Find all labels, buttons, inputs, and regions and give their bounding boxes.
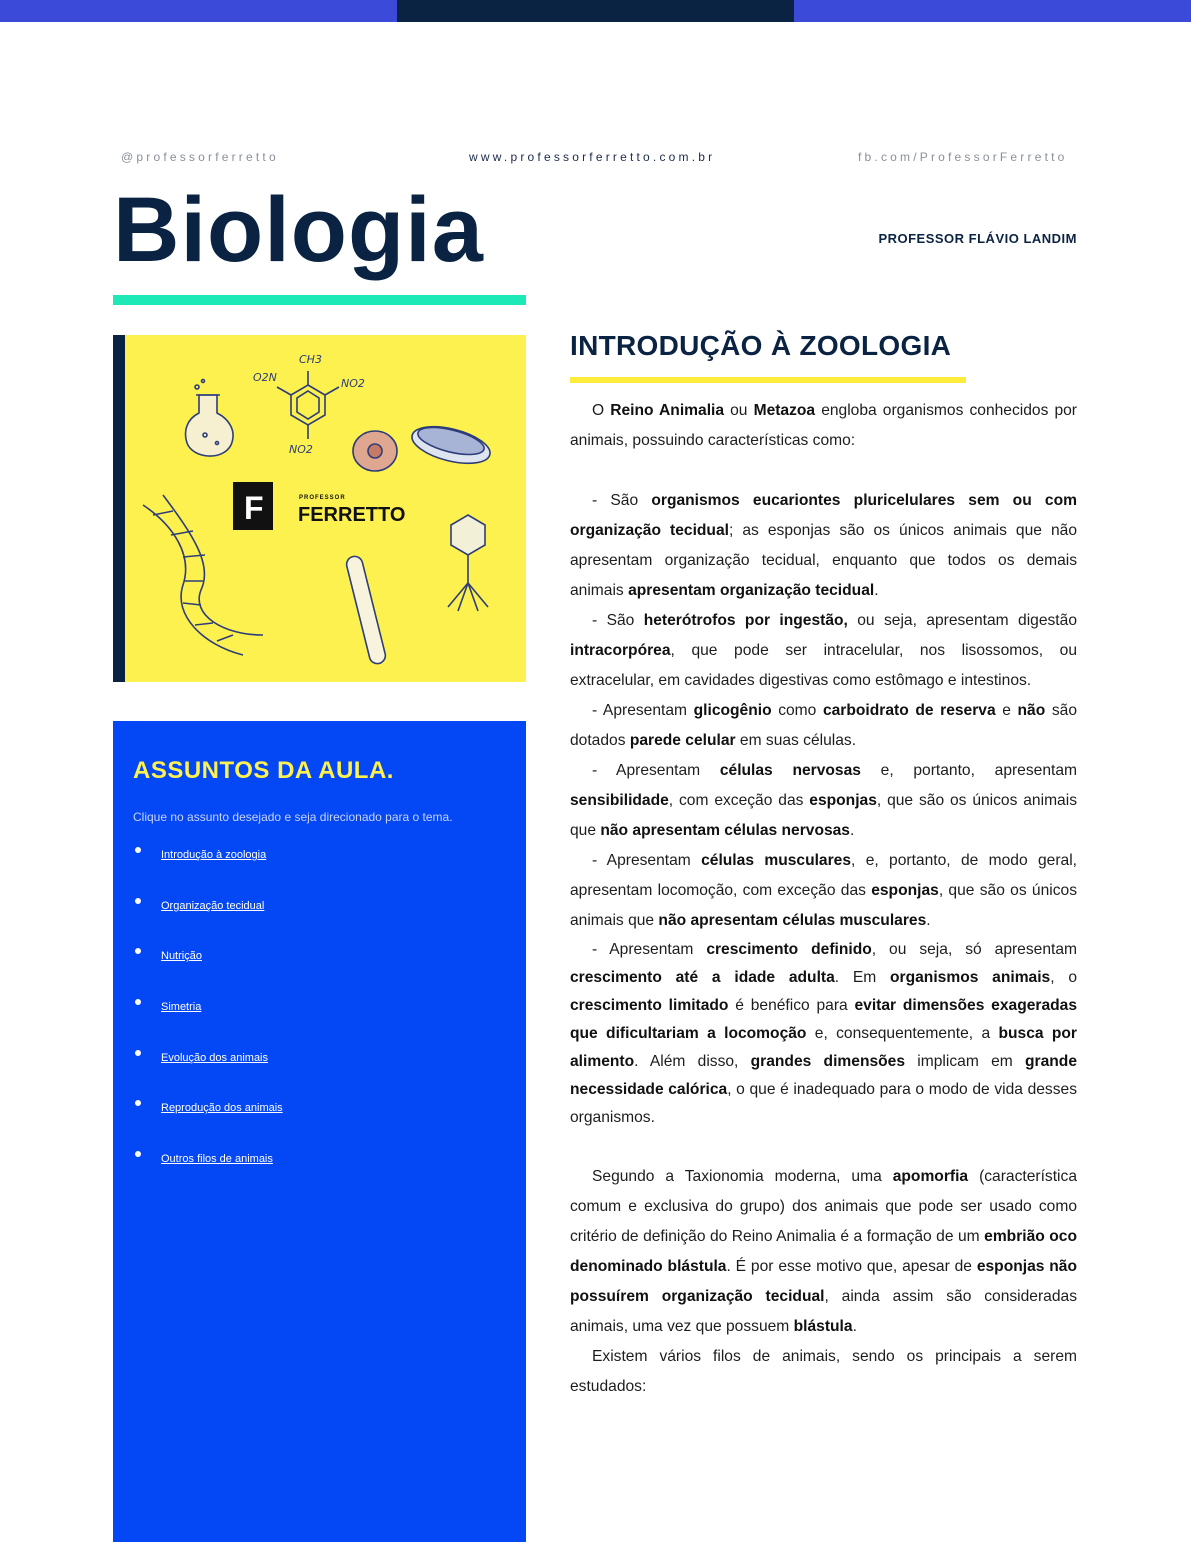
- emphasis-text: Reino Animalia: [610, 402, 725, 419]
- emphasis-text: esponjas: [871, 882, 939, 899]
- article-body: [570, 396, 1077, 1402]
- banner-illustration: [113, 335, 526, 682]
- bullet-icon: [135, 1100, 141, 1106]
- emphasis-text: células nervosas: [719, 762, 861, 779]
- chem-label-no2-bottom: NO2: [289, 443, 313, 456]
- logo-big-text: FERRETTO: [298, 504, 406, 526]
- emphasis-text: células musculares: [701, 852, 852, 869]
- topics-list: [133, 845, 283, 1200]
- logo-letter: F: [244, 490, 264, 526]
- emphasis-text: não apresentam células musculares: [658, 912, 927, 929]
- topic-link-evolucao[interactable]: Evolução dos animais: [161, 1051, 269, 1064]
- flask-icon: [186, 380, 234, 457]
- emphasis-text: parede celular: [629, 732, 736, 749]
- emphasis-text: não apresentam células nervosas: [600, 822, 850, 839]
- molecule-icon: [277, 371, 339, 439]
- topic-link-nutricao[interactable]: Nutrição: [161, 950, 202, 963]
- bullet-icon: [135, 898, 141, 904]
- list-item: [133, 946, 283, 997]
- paragraph-intro: O Reino Animalia ou Metazoa engloba organismos conhecidos por animais, possuindo características como:: [570, 402, 1077, 449]
- professor-name: PROFESSOR FLÁVIO LANDIM: [878, 231, 1077, 246]
- emphasis-text: blástula: [793, 1318, 853, 1335]
- facebook-link[interactable]: fb.com/ProfessorFerretto: [858, 150, 1068, 164]
- topics-title: ASSUNTOS DA AULA.: [133, 757, 394, 784]
- paragraph-heterotrofos: - São heterótrofos por ingestão, ou seja, apresentam digestão intracorpórea, que pode ser intracelular, nos lisossomos, ou extracelular, em cavidades digestivas como estômago e intestinos.: [570, 612, 1077, 689]
- topic-link-intro[interactable]: Introdução à zoologia: [161, 849, 267, 861]
- emphasis-text: Metazoa: [753, 402, 816, 419]
- top-bar-left: [0, 0, 397, 22]
- test-tube-icon: [345, 555, 387, 666]
- bullet-icon: [135, 847, 141, 853]
- paragraph-crescimento: - Apresentam crescimento definido, ou seja, só apresentam crescimento até a idade adulta. Em organismos animais, o crescimento limitado é benéfico para evitar dimensões exageradas que dificultariam a locomoção e, consequentemente, a busca por alimento. Além disso, grandes dimensões implicam em grande necessidade calórica, o que é inadequado para o modo de vida desses organismos.: [570, 941, 1077, 1126]
- topic-link-reproducao[interactable]: Reprodução dos animais: [161, 1102, 283, 1115]
- emphasis-text: intracorpórea: [570, 642, 671, 659]
- top-bar-right: [794, 0, 1191, 22]
- chem-label-ch3: CH3: [299, 353, 322, 366]
- list-item: [133, 845, 283, 896]
- virus-icon: [448, 515, 488, 611]
- chem-label-o2n: O2N: [253, 371, 277, 384]
- logo-small-text: PROFESSOR: [299, 495, 346, 501]
- emphasis-text: heterótrofos por ingestão,: [643, 612, 848, 629]
- paragraph-filos: Existem vários filos de animais, sendo os principais a serem estudados:: [570, 1348, 1077, 1395]
- paragraph-apomorfia: Segundo a Taxionomia moderna, uma apomorfia (característica comum e exclusiva do grupo) dos animais que pode ser usado como critério de definição do Reino Animalia é a formação de um embrião oco denominado blástula. É por esse motivo que, apesar de esponjas não possuírem organização tecidual, ainda assim são consideradas animais, uma vez que possuem blástula.: [570, 1168, 1078, 1335]
- emphasis-text: embrião oco denominado blástula: [570, 1228, 1077, 1275]
- topic-link-organizacao[interactable]: Organização tecidual: [161, 899, 265, 912]
- emphasis-text: busca por alimento: [570, 1025, 1077, 1070]
- emphasis-text: grandes dimensões: [750, 1053, 906, 1070]
- spacer: [570, 1132, 1077, 1162]
- emphasis-text: esponjas: [809, 792, 877, 809]
- emphasis-text: crescimento limitado: [570, 997, 729, 1014]
- cell-icon: [353, 431, 397, 471]
- section-title: INTRODUÇÃO À ZOOLOGIA: [570, 330, 952, 361]
- emphasis-text: evitar dimensões exageradas que dificultariam a locomoção: [570, 997, 1077, 1042]
- emphasis-text: organismos eucariontes pluricelulares sem ou com organização tecidual: [570, 492, 1077, 539]
- bullet-icon: [135, 1050, 141, 1056]
- emphasis-text: esponjas não possuírem organização tecidual: [570, 1258, 1078, 1305]
- emphasis-text: organismos animais: [890, 969, 1051, 986]
- emphasis-text: sensibilidade: [570, 792, 669, 809]
- paragraph-eucariontes: - São organismos eucariontes pluricelulares sem ou com organização tecidual; as esponjas são os únicos animais que não apresentam organização tecidual, enquanto que todos os demais animais apresentam organização tecidual.: [570, 492, 1078, 599]
- bullet-icon: [135, 1151, 141, 1157]
- emphasis-text: apomorfia: [892, 1168, 969, 1185]
- paragraph-celulas-nervosas: - Apresentam células nervosas e, portanto, apresentam sensibilidade, com exceção das esponjas, que são os únicos animais que não apresentam células nervosas.: [570, 762, 1077, 839]
- spacer: [570, 456, 1077, 486]
- bullet-icon: [135, 948, 141, 954]
- top-bar-center: [397, 0, 794, 22]
- list-item: [133, 1149, 283, 1200]
- title-underline: [113, 295, 526, 305]
- bullet-icon: [135, 999, 141, 1005]
- topics-panel: [113, 721, 526, 1542]
- emphasis-text: grande necessidade calórica: [570, 1053, 1077, 1098]
- page-title: Biologia: [113, 179, 484, 281]
- list-item: [133, 1048, 283, 1099]
- emphasis-text: crescimento definido: [706, 941, 872, 958]
- list-item: [133, 896, 283, 947]
- emphasis-text: apresentam organização tecidual: [628, 582, 875, 599]
- topic-link-outros-filos[interactable]: Outros filos de animais: [161, 1153, 273, 1166]
- science-doodles: [113, 335, 526, 682]
- website-link[interactable]: www.professorferretto.com.br: [469, 150, 716, 164]
- section-underline: [570, 377, 966, 383]
- instagram-handle[interactable]: @professorferretto: [121, 150, 279, 164]
- list-item: [133, 997, 283, 1048]
- ferretto-logo: [233, 482, 405, 530]
- list-item: [133, 1098, 283, 1149]
- petri-dish-icon: [408, 420, 493, 470]
- emphasis-text: glicogênio: [693, 702, 772, 719]
- chem-label-no2-right: NO2: [341, 377, 365, 390]
- topics-subtitle: Clique no assunto desejado e seja direcionado para o tema.: [133, 810, 453, 824]
- emphasis-text: carboidrato de reserva: [822, 702, 996, 719]
- emphasis-text: crescimento até a idade adulta: [570, 969, 835, 986]
- paragraph-glicogenio: - Apresentam glicogênio como carboidrato de reserva e não são dotados parede celular em suas células.: [570, 702, 1077, 749]
- paragraph-celulas-musculares: - Apresentam células musculares, e, portanto, de modo geral, apresentam locomoção, com exceção das esponjas, que são os únicos animais que não apresentam células musculares.: [570, 852, 1077, 929]
- topic-link-simetria[interactable]: Simetria: [161, 1001, 202, 1014]
- emphasis-text: não: [1017, 702, 1046, 719]
